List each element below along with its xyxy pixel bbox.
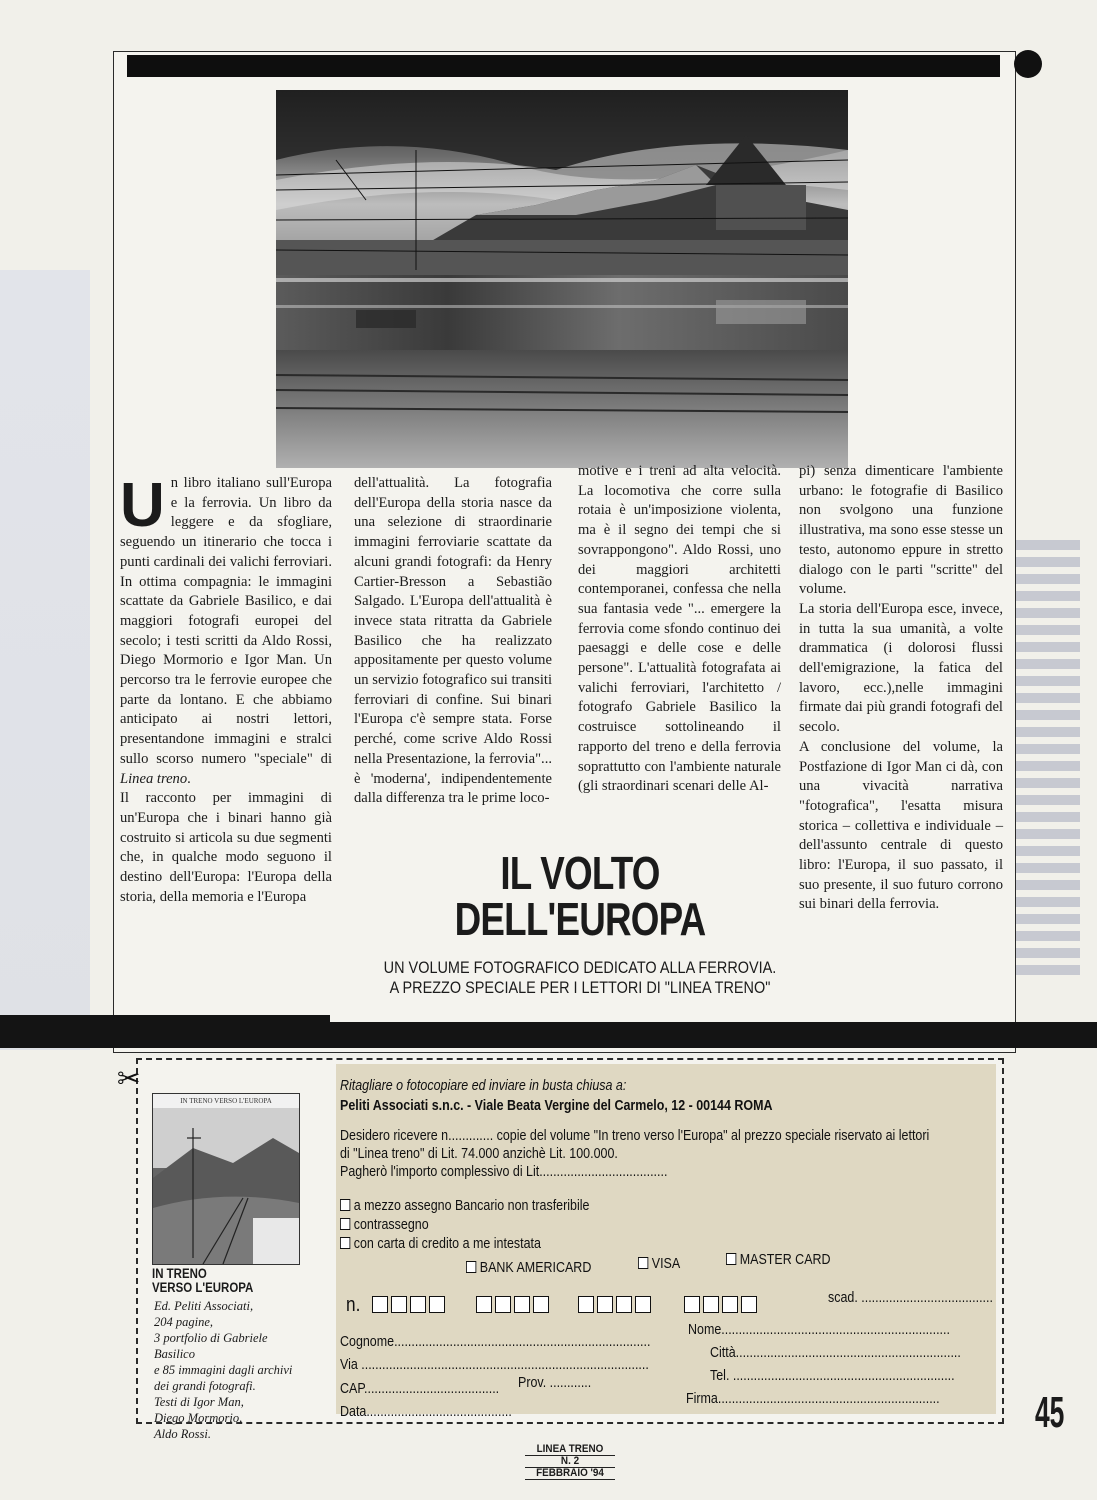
black-band [0, 1022, 1097, 1048]
headline-line-1: IL VOLTO [500, 847, 660, 899]
paragraph-intro: n libro italiano sull'Europa e la ferrovia. Un libro da leggere e da sfogliare, seguendo un itinerario che tocca i punti cardinali dei valichi ferroviari. In ottima compagnia: le immagini scattate da Gabriele Basilico, e dai maggiori fotografi europei del secolo; i testi scritti da Aldo Rossi, Diego Mormorio e Igor Man. Un percorso tra le ferrovie europee che parte da lontano. E che abbiamo anticipato ai nostri lettori, presentandone immagini e stralci sullo scorso numero "speciale" di Linea treno. [120, 475, 332, 787]
street-field[interactable]: Via ................................................................................... [340, 1357, 649, 1373]
scissors-icon: ✂ [117, 1062, 141, 1095]
surname-field[interactable]: Cognome.......................................................................... [340, 1334, 651, 1350]
paragraph-racconto: Il racconto per immagini di un'Europa che i binari hanno già costruito si articola su due segmenti che, in qualche modo seguono il destino dell'Europa: l'Europa della storia, della memoria e l'Europa [120, 790, 332, 905]
corner-dot [1014, 50, 1042, 78]
coupon-address: Peliti Associati s.n.c. - Viale Beata Vergine del Carmelo, 12 - 00144 ROMA [340, 1098, 773, 1114]
option-contrassegno[interactable]: contrassegno [340, 1217, 429, 1233]
coupon-instruction: Ritagliare o fotocopiare ed inviare in busta chiusa a: [340, 1078, 627, 1094]
article-column-4: pi) senza dimenticare l'ambiente urbano: le fotografie di Basilico non svolgono una funzione illustrativa, ma sono esse stesse un testo, autonomo eppure in stretto dialogo con le parti "scritte" del volume. La storia dell'Europa esce, invece, in tutta la sua umanità, a volte drammatica (i dolorosi flussi dell'emigrazione, la fatica del lavoro, ecc.),nelle immagini firmate dai più grandi fotografi del secolo. A conclusione del volume, la Postfazione di Igor Man ci dà, con una vivacità narrativa "fotografica", l'esatta misura storica – collettiva e individuale – dell'assunto centrale di questo libro: l'Europa, il suo passato, il suo presente, il suo futuro corrono sui binari della ferrovia. [799, 463, 1003, 913]
book-cover-photo [153, 1108, 299, 1264]
card-number-field[interactable] [372, 1296, 772, 1316]
headline [452, 847, 708, 945]
checkbox-master-card[interactable] [726, 1253, 736, 1265]
train-photo [276, 90, 848, 468]
coupon-order-line: Desidero ricevere n............. copie del volume "In treno verso l'Europa" al prezzo speciale riservato ai lettori [340, 1128, 930, 1144]
name-field[interactable]: Nome.................................................................. [688, 1322, 950, 1338]
phone-field[interactable]: Tel. ................................................................ [710, 1368, 955, 1384]
province-field[interactable]: Prov. ............ [518, 1375, 592, 1391]
background-page [0, 270, 90, 1050]
page-number: 45 [1035, 1388, 1065, 1437]
postcode-field[interactable]: CAP....................................... [340, 1381, 500, 1397]
book-cover-title: IN TRENO VERSO L'EUROPA [153, 1094, 299, 1108]
option-assegno[interactable]: a mezzo assegno Bancario non trasferibile [340, 1198, 589, 1214]
drop-cap: U [120, 471, 165, 540]
top-black-bar [127, 55, 1000, 77]
expiry-field[interactable]: scad. ...................................... [828, 1290, 993, 1306]
coupon-price-line: di "Linea treno" di Lit. 74.000 anzichè Lit. 100.000. [340, 1146, 618, 1162]
coupon-total-line: Pagherò l'importo complessivo di Lit..................................... [340, 1164, 668, 1180]
checkbox-contrassegno[interactable] [340, 1218, 350, 1230]
train-photo-graphic [276, 90, 848, 468]
checkbox-visa[interactable] [638, 1257, 648, 1269]
checkbox-assegno[interactable] [340, 1199, 350, 1211]
card-master-card[interactable]: MASTER CARD [726, 1252, 831, 1268]
headline-line-2: DELL'EUROPA [454, 893, 706, 945]
checkbox-carta-credito[interactable] [340, 1237, 350, 1249]
card-bank-americard[interactable]: BANK AMERICARD [466, 1260, 591, 1276]
book-cover [152, 1093, 300, 1265]
book-description: Ed. Peliti Associati, 204 pagine, 3 portfolio di Gabriele Basilico e 85 immagini dagli archivi dei grandi fotografi. Testi di Igor Man, Diego Mormorio, Aldo Rossi. [154, 1299, 293, 1441]
magazine-name: Linea treno [120, 770, 188, 787]
article-column-3: motive e i treni ad alta velocità. La locomotiva che corre sulla rotaia è un'imposizione violenta, ma è il segno dei tempi che si sovrappongono". Aldo Rossi, uno dei maggiori architetti contemporanei, confessa che nella sua fantasia vede "... emergere la ferrovia come sfondo continuo dei paesaggi e delle cose e delle persone". L'attualità fotografata ai valichi ferroviari, l'architetto / fotografo Gabriele Basilico la costruisce sottolineando il rapporto del treno e della ferrovia soprattutto con l'ambiente naturale (gli straordinari scenari delle Al- [578, 463, 781, 795]
card-visa[interactable]: VISA [638, 1256, 680, 1272]
date-field[interactable]: Data.......................................... [340, 1404, 512, 1420]
book-caption-title: IN TRENO VERSO L'EUROPA [152, 1266, 254, 1295]
checkbox-bank-americard[interactable] [466, 1261, 476, 1273]
card-number-label: n. [346, 1294, 361, 1316]
city-field[interactable]: Città................................................................. [710, 1345, 961, 1361]
page-footer: LINEA TRENO N. 2 FEBBRAIO '94 [525, 1444, 615, 1480]
option-carta-credito[interactable]: con carta di credito a me intestata [340, 1236, 541, 1252]
signature-field[interactable]: Firma................................................................ [686, 1391, 940, 1407]
subheadline: UN VOLUME FOTOGRAFICO DEDICATO ALLA FERROVIA. A PREZZO SPECIALE PER I LETTORI DI "LINEA TRENO" [383, 958, 777, 997]
article-column-1 [120, 471, 332, 907]
article-column-2: dell'attualità. La fotografia dell'Europa della storia nasce da una selezione di straordinarie immagini ferroviarie scattate da alcuni grandi fotografi: da Henry Cartier-Bresson a Sebastião Salgado. L'Europa dell'attualità è invece stata ritratta da Gabriele Basilico che ha realizzato appositamente per questo volume un servizio fotografico sui transiti ferroviari di confine. Sui binari l'Europa c'è sempre stata. Forse perché, come scrive Aldo Rossi nella Presentazione, la ferrovia"... è 'moderna', indipendentemente dalla differenza tra le prime loco- [354, 475, 552, 807]
